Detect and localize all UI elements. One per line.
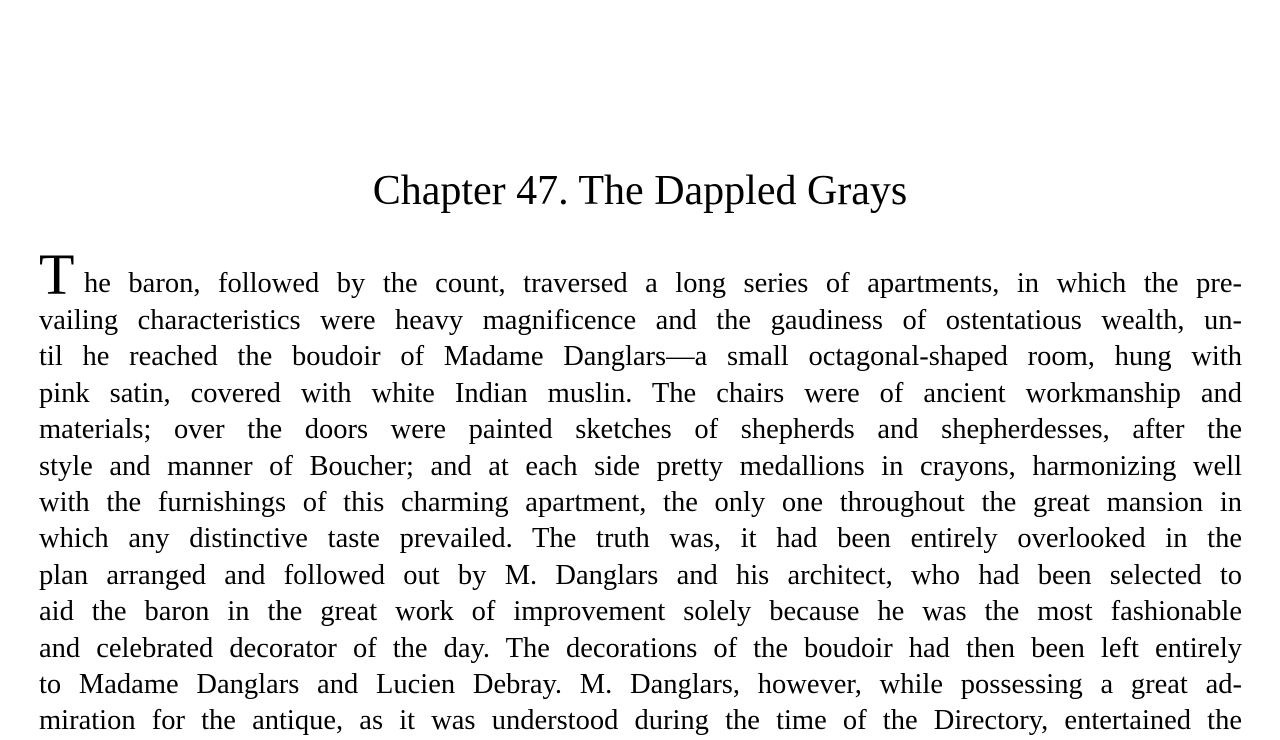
text-line: plan arranged and followed out by M. Danglars and his architect, who had been selected to <box>39 559 1242 591</box>
text-line: and celebrated decorator of the day. The decorations of the boudoir had then been left entirely <box>39 632 1242 664</box>
chapter-title: Chapter 47. The Dappled Grays <box>372 168 908 214</box>
paragraph-first-line <box>39 242 1242 307</box>
text-line: til he reached the boudoir of Madame Danglars—a small octagonal-shaped room, hung with <box>39 341 1242 373</box>
text-line: aid the baron in the great work of improvement solely because he was the most fashionable <box>39 596 1242 628</box>
drop-cap: T <box>39 242 75 307</box>
text-line: miration for the antique, as it was understood during the time of the Directory, entertained the <box>39 705 1242 737</box>
text-line: vailing characteristics were heavy magnificence and the gaudiness of ostentatious wealth, un- <box>39 305 1242 336</box>
text-line: pink satin, covered with white Indian muslin. The chairs were of ancient workmanship and <box>39 377 1242 409</box>
text-line: with the furnishings of this charming apartment, the only one throughout the great mansion in <box>39 486 1242 518</box>
text-line: to Madame Danglars and Lucien Debray. M. Danglars, however, while possessing a great ad- <box>39 668 1242 700</box>
chapter-paragraph <box>39 242 1242 737</box>
paragraph-body-lines <box>39 303 1242 740</box>
text-line: materials; over the doors were painted sketches of shepherds and shepherdesses, after the <box>39 414 1242 446</box>
text-line: he baron, followed by the count, traversed a long series of apartments, in which the pre- <box>84 268 1242 299</box>
text-line: style and manner of Boucher; and at each side pretty medallions in crayons, harmonizing well <box>39 450 1242 482</box>
text-line: which any distinctive taste prevailed. The truth was, it had been entirely overlooked in the <box>39 523 1242 555</box>
